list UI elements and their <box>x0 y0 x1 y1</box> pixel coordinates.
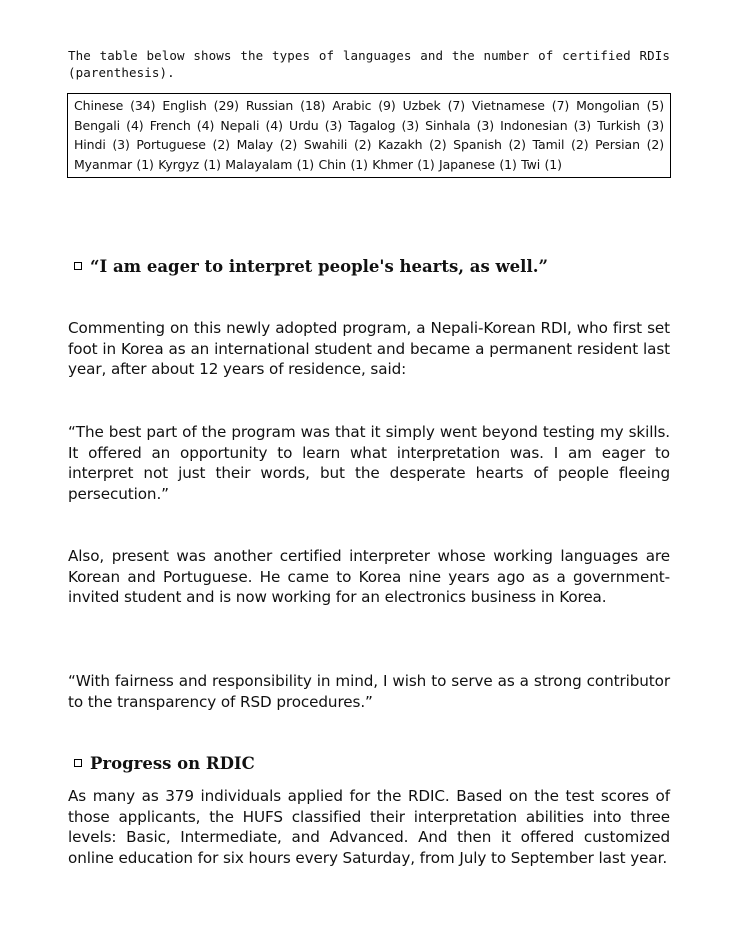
paragraph-comment: Commenting on this newly adopted program, a Nepali-Korean RDI, who first set foot in Korea as an international student and became a permanent resident last year, after about 12 years of residence, said: <box>68 319 670 379</box>
paragraph-portuguese-interpreter: Also, present was another certified interpreter whose working languages are Korean and Portuguese. He came to Korea nine years ago as a government-invited student and is now working for an electronics business in Korea. <box>68 547 670 607</box>
section-heading-quote <box>74 256 548 278</box>
section-heading-progress <box>74 753 255 775</box>
quote-paragraph-2: “With fairness and responsibility in mind, I wish to serve as a strong contributor to the transparency of RSD procedures.” <box>68 672 670 711</box>
quote-paragraph-1: “The best part of the program was that it simply went beyond testing my skills. It offered an opportunity to learn what interpretation was. I am eager to interpret not just their words, but the desperate hearts of people fleeing persecution.” <box>68 423 670 504</box>
paragraph-progress: As many as 379 individuals applied for the RDIC. Based on the test scores of those applicants, the HUFS classified their interpretation abilities into three levels: Basic, Intermediate, and Advanced. And then it offered customized online education for six hours every Saturday, from July to September last year. <box>68 787 670 868</box>
intro-text: The table below shows the types of languages and the number of certified RDIs (parenthesis). <box>68 48 670 80</box>
heading-text: “I am eager to interpret people's hearts, as well.” <box>90 257 548 276</box>
language-table: Chinese (34) English (29) Russian (18) Arabic (9) Uzbek (7) Vietnamese (7) Mongolian (5) Bengali (4) French (4) Nepali (4) Urdu (3) Tagalog (3) Sinhala (3) Indonesian (3) Turkish (3) Hindi (3) Portuguese (2) Malay (2) Swahili (2) Kazakh (2) Spanish (2) Tamil (2) Persian (2) Myanmar (1) Kyrgyz (1) Malayalam (1) Chin (1) Khmer (1) Japanese (1) Twi (1) <box>67 93 671 178</box>
square-bullet-icon <box>74 759 82 767</box>
square-bullet-icon <box>74 262 82 270</box>
heading-text: Progress on RDIC <box>90 754 255 773</box>
